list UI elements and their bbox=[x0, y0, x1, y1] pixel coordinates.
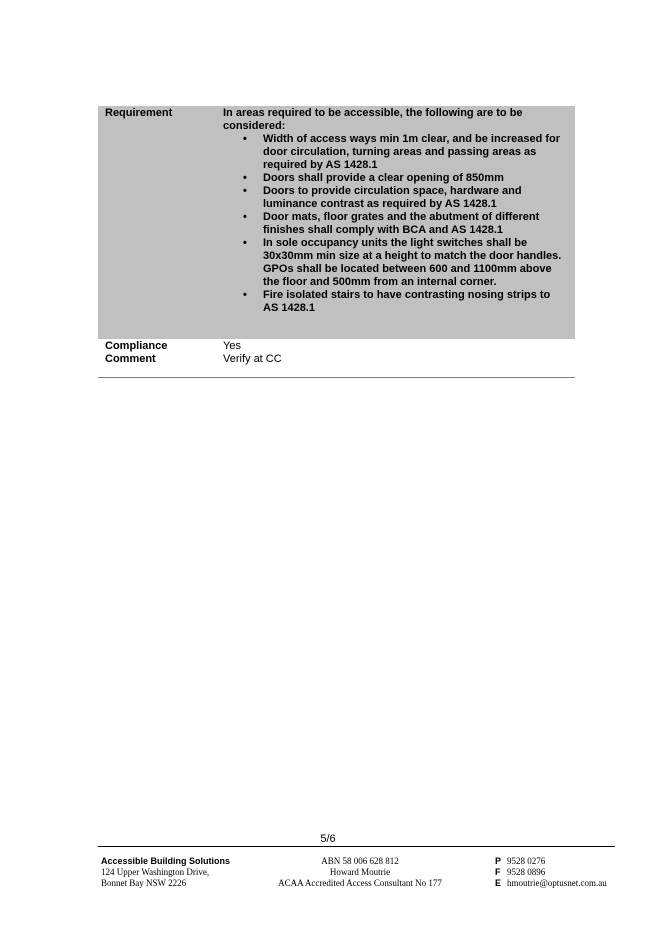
page-number: 5/6 bbox=[320, 833, 336, 845]
requirement-intro: In areas required to be accessible, the following are to be considered: bbox=[223, 107, 523, 132]
footer-abn: ABN 58 006 628 812 bbox=[321, 856, 399, 866]
list-item bbox=[223, 185, 568, 211]
compliance-label bbox=[105, 340, 167, 366]
email-key: E bbox=[495, 878, 502, 888]
list-item-text: Doors to provide circulation space, hardware and luminance contrast as required by AS 1428.1 bbox=[263, 185, 522, 210]
phone-value: 9528 0276 bbox=[507, 856, 546, 866]
list-item-text: In sole occupancy units the light switches shall be 30x30mm min size at a height to match the door handles. GPOs shall be located between 600 and 1100mm above the floor and 500mm from an internal corner. bbox=[263, 237, 562, 288]
comment-value: Verify at CC bbox=[223, 353, 282, 365]
phone-key: P bbox=[495, 856, 502, 866]
fax-value: 9528 0896 bbox=[507, 867, 546, 877]
footer-consultant-block bbox=[270, 856, 450, 889]
bullet-icon: • bbox=[243, 133, 247, 145]
list-item bbox=[223, 133, 568, 172]
bullet-icon: • bbox=[243, 172, 247, 184]
list-item-text: Door mats, floor grates and the abutment of different finishes shall comply with BCA and AS 1428.1 bbox=[263, 211, 540, 236]
footer-contact-block bbox=[495, 856, 607, 889]
bullet-icon: • bbox=[243, 185, 247, 197]
compliance-label-line: Compliance bbox=[105, 340, 168, 352]
fax-key: F bbox=[495, 867, 501, 877]
requirement-content bbox=[223, 107, 568, 315]
compliance-values bbox=[223, 340, 282, 366]
compliance-value: Yes bbox=[223, 340, 241, 352]
bullet-icon: • bbox=[243, 237, 247, 249]
list-item bbox=[223, 172, 568, 185]
email-value: hmoutrie@optusnet.com.au bbox=[507, 878, 607, 888]
requirement-row bbox=[98, 106, 575, 339]
list-item bbox=[223, 211, 568, 237]
footer-address-line: Bonnet Bay NSW 2226 bbox=[101, 878, 187, 888]
footer-consultant-name: Howard Moutrie bbox=[329, 867, 391, 877]
list-item-text: Fire isolated stairs to have contrasting nosing strips to AS 1428.1 bbox=[263, 289, 551, 314]
footer-accreditation: ACAA Accredited Access Consultant No 177 bbox=[278, 878, 442, 888]
footer-divider bbox=[98, 846, 615, 847]
footer-company-block bbox=[101, 856, 230, 889]
list-item bbox=[223, 237, 568, 289]
list-item bbox=[223, 289, 568, 315]
bullet-icon: • bbox=[243, 211, 247, 223]
footer-address-line: 124 Upper Washington Drive, bbox=[101, 867, 210, 877]
requirement-list bbox=[223, 133, 568, 315]
requirement-label: Requirement bbox=[105, 107, 173, 119]
bullet-icon: • bbox=[243, 289, 247, 301]
footer-fax bbox=[495, 867, 607, 878]
footer-phone bbox=[495, 856, 607, 867]
list-item-text: Width of access ways min 1m clear, and be increased for door circulation, turning areas and passing areas as required by AS 1428.1 bbox=[263, 133, 561, 171]
comment-label-line: Comment bbox=[105, 353, 156, 365]
table-divider bbox=[98, 377, 575, 378]
list-item-text: Doors shall provide a clear opening of 850mm bbox=[263, 172, 504, 184]
compliance-row bbox=[98, 339, 575, 377]
footer-company-name: Accessible Building Solutions bbox=[101, 856, 231, 866]
footer-email bbox=[495, 878, 607, 889]
